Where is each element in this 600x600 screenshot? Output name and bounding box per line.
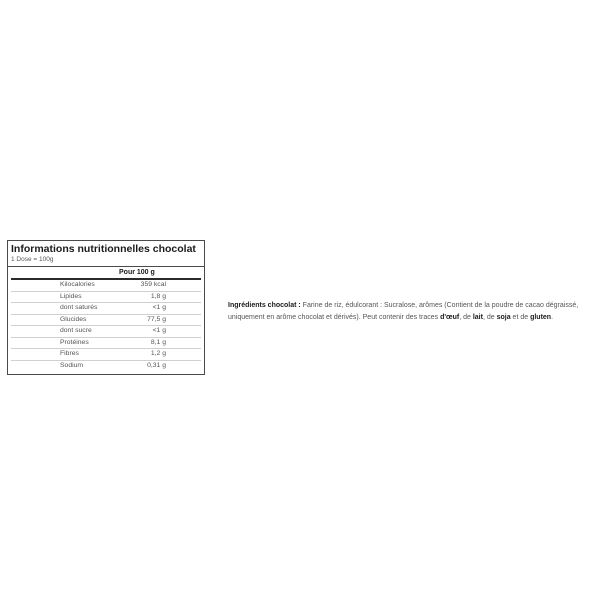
ingredients-text: [228, 300, 594, 324]
nutrition-facts-panel: [7, 240, 205, 375]
ingredients-separator: , de: [482, 314, 497, 321]
nutrient-name: Glucides: [60, 315, 87, 323]
nutrient-name: dont sucre: [60, 327, 92, 334]
nutrition-row: [11, 292, 201, 304]
nutrition-row: [11, 349, 201, 361]
nutrient-name: Sodium: [60, 361, 84, 369]
nutrition-row: [11, 326, 201, 338]
ingredients-label: Ingrédients chocolat :: [228, 302, 301, 309]
nutrition-dose: 1 Dose = 100g: [8, 255, 204, 267]
ingredients-separator: et de: [510, 314, 531, 321]
nutrient-name: dont saturés: [60, 304, 98, 311]
nutrient-value: 1,8 g: [150, 292, 166, 300]
nutrition-row: [11, 361, 201, 372]
nutrition-rows: [8, 280, 204, 374]
nutrient-name: Lipides: [60, 292, 82, 300]
nutrient-value: 0,31 g: [147, 361, 166, 369]
nutrient-name: Kilocalories: [60, 281, 95, 288]
nutrition-row: [11, 315, 201, 327]
nutrition-row: [11, 338, 201, 350]
nutrient-value: 359 kcal: [140, 281, 166, 288]
nutrition-row: [11, 303, 201, 315]
nutrition-title: Informations nutritionnelles chocolat: [11, 243, 196, 255]
ingredients-separator: , de: [459, 314, 473, 321]
allergen-egg: d'œuf: [440, 314, 460, 321]
nutrient-value: 8,1 g: [150, 338, 166, 346]
nutrition-column-header-row: [11, 267, 201, 280]
nutrition-row: [11, 280, 201, 292]
nutrient-name: Protéines: [60, 338, 89, 346]
nutrient-value: 77,5 g: [147, 315, 166, 323]
nutrient-value: <1 g: [152, 327, 166, 334]
nutrition-column-header: Pour 100 g: [119, 269, 155, 276]
allergen-gluten: gluten: [530, 314, 552, 321]
allergen-soy: soja: [496, 314, 511, 321]
nutrient-name: Fibres: [60, 350, 79, 357]
ingredients-end: .: [551, 314, 554, 321]
nutrient-value: <1 g: [152, 304, 166, 311]
allergen-milk: lait: [472, 314, 483, 321]
nutrient-value: 1,2 g: [150, 350, 166, 357]
ingredients-body: Farine de riz, édulcorant : Sucralose, arômes (Contient de la poudre de cacao dégraissé, uniquement en arôme chocolat et dérivés). Peut contenir des traces: [228, 302, 579, 321]
